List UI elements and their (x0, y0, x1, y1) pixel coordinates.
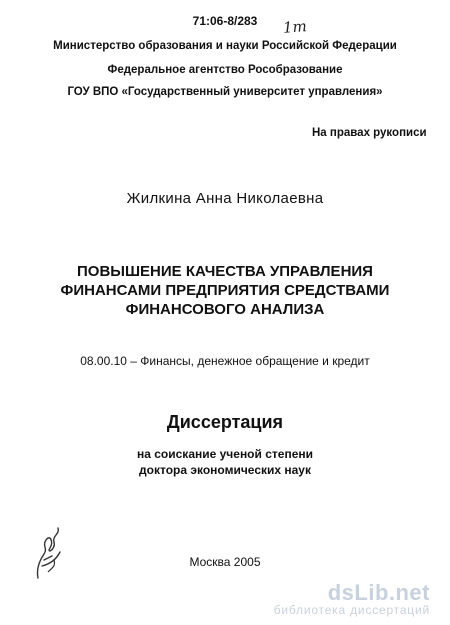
author-name: Жилкина Анна Николаевна (126, 190, 324, 207)
ministry-line: Министерство образования и науки Российской Федерации (53, 40, 397, 52)
city-year: Москва 2005 (189, 555, 261, 569)
signature-icon (30, 520, 70, 580)
manuscript-rights-note: На правах рукописи (312, 127, 427, 139)
dissertation-title (0, 262, 450, 319)
title-line-3: ФИНАНСОВОГО АНАЛИЗА (125, 301, 325, 318)
watermark-subtitle: библиотека диссертаций (273, 603, 430, 617)
title-line-2: ФИНАНСАМИ ПРЕДПРИЯТИЯ СРЕДСТВАМИ (60, 282, 390, 299)
reference-number: 71:06-8/283 (192, 14, 258, 28)
handwritten-mark: 1т (282, 17, 308, 37)
university-line: ГОУ ВПО «Государственный университет управления» (67, 86, 383, 98)
degree-line-1: на соискание ученой степени (137, 447, 313, 461)
specialty-code: 08.00.10 – Финансы, денежное обращение и кредит (80, 354, 370, 368)
degree-statement (0, 446, 450, 478)
watermark-logo: dsLib.net (327, 580, 430, 605)
degree-line-2: доктора экономических наук (139, 463, 311, 477)
agency-line: Федеральное агентство Рособразование (107, 64, 343, 76)
document-type: Диссертация (166, 412, 284, 432)
title-line-1: ПОВЫШЕНИЕ КАЧЕСТВА УПРАВЛЕНИЯ (77, 263, 373, 280)
